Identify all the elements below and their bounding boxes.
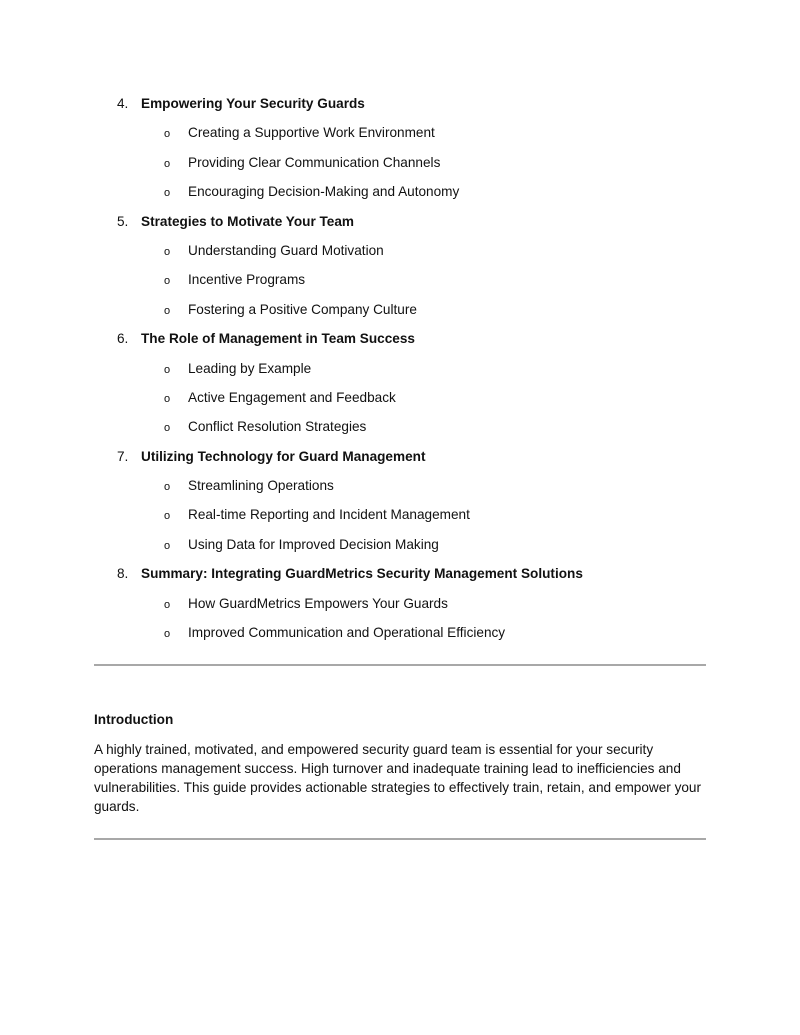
sub-item-label: Conflict Resolution Strategies xyxy=(188,419,367,435)
hollow-bullet-icon: o xyxy=(164,422,171,435)
hollow-bullet-icon: o xyxy=(164,187,171,200)
outline-sub-item xyxy=(0,298,800,327)
hollow-bullet-icon: o xyxy=(164,245,171,258)
table-of-contents xyxy=(0,92,800,650)
outline-section-heading xyxy=(0,562,800,591)
hollow-bullet-icon: o xyxy=(164,628,171,641)
hollow-bullet-icon: o xyxy=(164,510,171,523)
outline-sub-item xyxy=(0,533,800,562)
section-number: 4. xyxy=(117,96,129,111)
sub-item-label: Leading by Example xyxy=(188,360,312,376)
outline-section xyxy=(0,92,800,210)
section-title: Utilizing Technology for Guard Management xyxy=(141,448,426,464)
section-number: 7. xyxy=(117,448,129,464)
sub-item-label: Using Data for Improved Decision Making xyxy=(188,536,439,552)
outline-sub-item xyxy=(0,180,800,209)
outline-sub-item xyxy=(0,503,800,532)
sub-item-label: Fostering a Positive Company Culture xyxy=(188,301,417,317)
sub-item-label: Providing Clear Communication Channels xyxy=(188,154,441,170)
hollow-bullet-icon: o xyxy=(164,304,171,317)
hollow-bullet-icon: o xyxy=(164,392,171,405)
section-number: 6. xyxy=(117,331,129,347)
horizontal-rule xyxy=(94,664,706,666)
outline-section-heading xyxy=(0,327,800,356)
sub-item-label: Understanding Guard Motivation xyxy=(188,242,384,258)
sub-item-label: Streamlining Operations xyxy=(188,478,334,494)
outline-sub-item xyxy=(0,268,800,297)
sub-item-label: Active Engagement and Feedback xyxy=(188,389,396,405)
outline-section-heading xyxy=(0,210,800,239)
introduction-heading: Introduction xyxy=(94,712,174,727)
horizontal-rule xyxy=(94,838,706,840)
hollow-bullet-icon: o xyxy=(164,157,171,170)
outline-section xyxy=(0,327,800,445)
outline-sub-item xyxy=(0,239,800,268)
outline-sub-item xyxy=(0,121,800,150)
sub-item-label: Incentive Programs xyxy=(188,272,306,288)
hollow-bullet-icon: o xyxy=(164,481,171,494)
sub-item-label: Real-time Reporting and Incident Management xyxy=(188,507,470,523)
section-title: Summary: Integrating GuardMetrics Security Management Solutions xyxy=(141,566,583,582)
outline-section-heading xyxy=(0,92,800,121)
outline-sub-item xyxy=(0,592,800,621)
hollow-bullet-icon: o xyxy=(164,275,171,288)
section-title: Strategies to Motivate Your Team xyxy=(141,213,355,229)
outline-section xyxy=(0,445,800,563)
outline-section-heading xyxy=(0,445,800,474)
section-number: 8. xyxy=(117,566,129,582)
outline-sub-item xyxy=(0,386,800,415)
outline-sub-item xyxy=(0,151,800,180)
hollow-bullet-icon: o xyxy=(164,598,171,611)
outline-sub-item xyxy=(0,621,800,650)
hollow-bullet-icon: o xyxy=(164,128,171,141)
section-number: 5. xyxy=(117,213,129,229)
hollow-bullet-icon: o xyxy=(164,539,171,552)
outline-section xyxy=(0,562,800,650)
outline-sub-item xyxy=(0,357,800,386)
outline-section xyxy=(0,210,800,328)
introduction-paragraph: A highly trained, motivated, and empowered security guard team is essential for your security operations management success. High turnover and inadequate training lead to inefficiencies and vulnerabilities. This guide provides actionable strategies to effectively train, retain, and empower your guards. xyxy=(94,742,702,814)
outline-sub-item xyxy=(0,474,800,503)
section-title: Empowering Your Security Guards xyxy=(141,96,365,111)
sub-item-label: Creating a Supportive Work Environment xyxy=(188,125,435,141)
sub-item-label: How GuardMetrics Empowers Your Guards xyxy=(188,595,448,611)
hollow-bullet-icon: o xyxy=(164,363,171,376)
section-title: The Role of Management in Team Success xyxy=(141,331,415,347)
sub-item-label: Encouraging Decision-Making and Autonomy xyxy=(188,184,460,200)
outline-sub-item xyxy=(0,415,800,444)
sub-item-label: Improved Communication and Operational Efficiency xyxy=(188,625,506,641)
